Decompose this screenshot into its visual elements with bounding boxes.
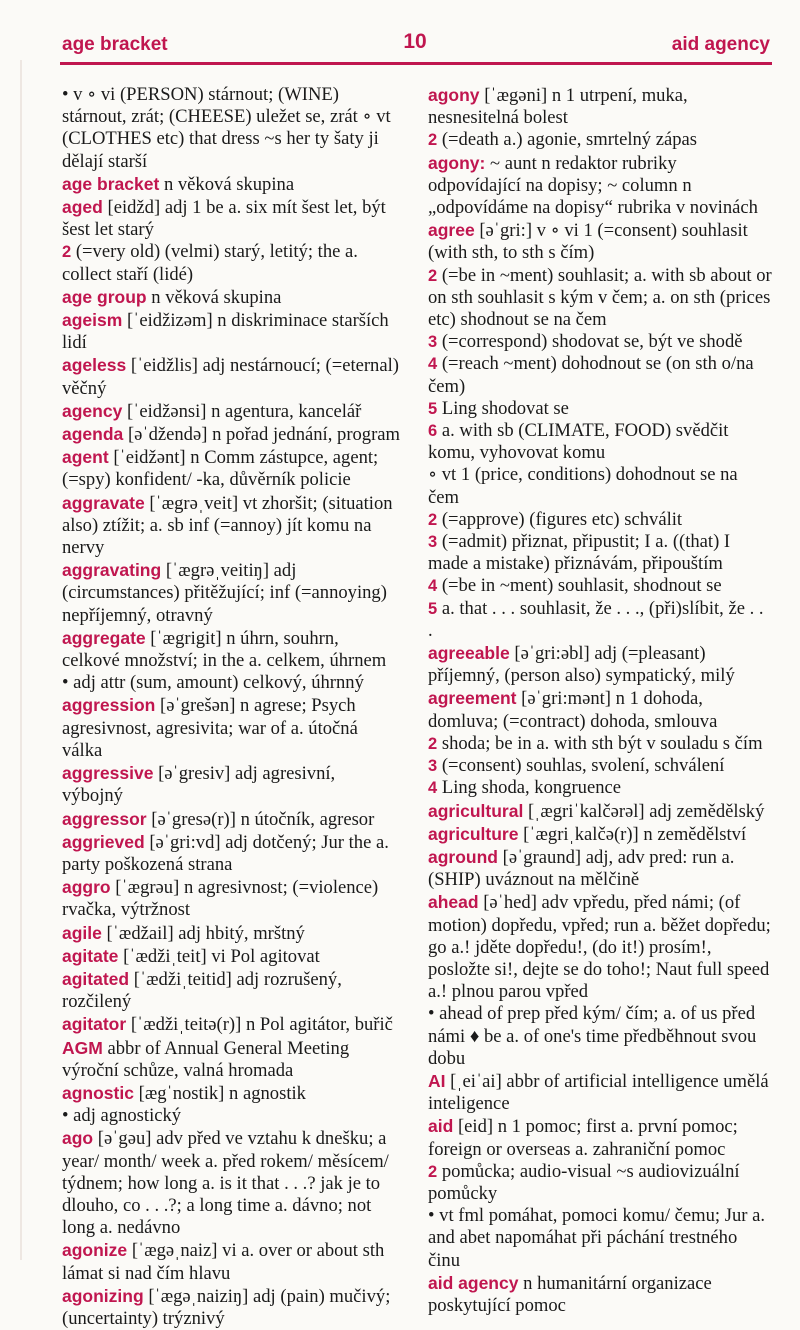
entry-definition: (=death a.) agonie, smrtelný zápas [441,129,698,151]
sense-number: 5 [428,399,438,418]
dictionary-entry [62,876,400,921]
entry-headword: aggression [62,695,156,716]
entry-definition: (=be in ~ment) souhlasit, shodnout se [441,575,722,597]
dictionary-entry [62,492,400,560]
entry-definition: [ægˈnostik] n agnostik [138,1082,306,1104]
entry-headword: agonize [62,1240,128,1261]
entry-definition: pomůcka; audio-visual ~s audiovizuální pomůcky [428,1160,740,1204]
dictionary-entry [428,1161,772,1205]
entry-definition: [ˈeidžlis] adj nestárnoucí; (=eternal) věčný [62,355,399,399]
dictionary-entry [62,808,400,831]
dictionary-entry [428,642,772,687]
entry-definition: a. that . . . souhlasit, že . . ., (při)slíbit, že . . . [428,597,764,641]
entry-headword: aggro [62,877,111,898]
entry-headword: aggravate [62,492,145,513]
dictionary-entry [428,531,772,575]
entry-definition: [ˌægriˈkalčərəl] adj zemědělský [527,800,765,822]
dictionary-entry [428,800,772,823]
page-fold-shadow [20,60,22,1260]
entry-definition: • v ∘ vi (PERSON) stárnout; (WINE) stárnout, zrát; (CHEESE) uležet se, zrát ∘ vt (CLOTHES etc) that dress ~s her ty šaty ji dělají starší [62,84,391,172]
entry-definition: [əˈgresiv] adj agresivní, výbojný [62,763,336,807]
entry-definition: • vt fml pomáhat, pomoci komu/ čemu; Jur a. and abet napomáhat při páchání trestného činu [428,1205,766,1271]
entry-definition: [əˈgraund] adj, adv pred: run a. (SHIP) uváznout na mělčině [428,846,735,891]
entry-definition: [ˈædžiˌteitid] adj rozrušený, rozčilený [62,968,342,1013]
dictionary-entry [62,286,400,309]
entry-definition: [ˈeidžənt] n Comm zástupce, agent; (=spy) konfident/ -ka, důvěrník policie [62,447,379,491]
entry-headword: agitated [62,968,130,989]
entry-headword: agenda [62,424,124,445]
entry-definition: [əˈgri:vd] adj dotčený; Jur the a. party poškozená strana [62,831,389,875]
entry-headword: agreeable [428,643,510,664]
dictionary-entry [428,1272,772,1317]
right-guide-word: aid agency [671,34,770,55]
entry-definition: ∘ vt 1 (price, conditions) dohodnout se na čem [428,464,738,508]
dictionary-entry [428,152,772,220]
entry-definition: [ˈægrəˌveitiŋ] adj (circumstances) přitěžující; inf (=annoying) nepříjemný, otravný [62,560,387,626]
entry-definition: • adj agnostický [62,1105,182,1127]
dictionary-entry [428,755,772,777]
entry-definition: [əˈdžendə] n pořad jednání, program [127,424,401,446]
entry-definition: [ˌeiˈai] abbr of artificial intelligence umělá inteligence [428,1070,769,1115]
sense-number: 2 [62,243,72,262]
dictionary-entry [62,762,400,807]
entry-definition: [ˈeidžizəm] n diskriminace starších lidí [62,310,389,354]
entry-definition: • ahead of prep před kým/ čím; a. of us před námi ♦ be a. of one's time předběhnout svou dobu [428,1003,757,1069]
entry-definition: (=consent) souhlas, svolení, schválení [441,755,725,777]
dictionary-entry [428,420,772,464]
dictionary-entry [428,823,772,846]
dictionary-entry [428,846,772,891]
entry-headword: ahead [428,892,479,913]
entry-definition: [ˈædžiˌteitə(r)] n Pol agitátor, buřič [130,1014,393,1036]
entry-headword: aid agency [428,1272,519,1293]
sense-number: 2 [428,1162,438,1181]
sense-number: 4 [428,779,438,798]
dictionary-entry [62,1037,400,1082]
dictionary-entry [62,400,400,423]
dictionary-entry [62,1013,400,1036]
dictionary-entry [62,241,400,285]
dictionary-entry [428,598,772,642]
dictionary-entry [428,84,772,129]
entry-headword: aggravating [62,560,162,581]
dictionary-entry [428,733,772,755]
entry-definition: • adj attr (sum, amount) celkový, úhrnný [62,672,364,694]
entry-definition: [ˈeidžənsi] n agentura, kancelář [126,400,362,422]
dictionary-entry [62,1127,400,1239]
entry-headword: AGM [62,1037,103,1058]
entry-headword: agitator [62,1014,127,1035]
entry-definition: shoda; be in a. with sth být v souladu s čím [441,732,763,754]
sense-number: 3 [428,333,438,352]
dictionary-entry [62,968,400,1013]
entry-definition: (=approve) (figures etc) schválit [441,508,683,530]
dictionary-entry [428,687,772,732]
header-rule [60,62,772,65]
dictionary-entry [62,831,400,876]
dictionary-entry [428,1003,772,1070]
dictionary-entry [428,1205,772,1272]
entry-definition: ~ aunt n redaktor rubriky odpovídající na dopisy; ~ column n „odpovídáme na dopisy“ rubrika v novinách [428,152,758,219]
dictionary-entry [62,945,400,968]
dictionary-entry [62,559,400,627]
entry-headword: aggregate [62,627,146,648]
dictionary-entry [62,694,400,762]
dictionary-entry [428,1070,772,1115]
entry-headword: agent [62,447,109,468]
entry-definition: n věková skupina [151,286,282,308]
entry-definition: [eidžd] adj 1 be a. six mít šest let, být šest let starý [62,197,386,241]
page-header [0,0,800,64]
dictionary-entry [62,922,400,945]
entry-headword: agitate [62,945,119,966]
sense-number: 3 [428,533,438,552]
entry-definition: Ling shoda, kongruence [441,777,622,799]
entry-headword: agonizing [62,1285,144,1306]
sense-number: 4 [428,355,438,374]
entry-definition: [ˈægrəu] n agresivnost; (=violence) rvačka, výtržnost [62,877,379,921]
dictionary-entry [62,354,400,399]
entry-headword: age group [62,286,147,307]
entry-headword: ageism [62,310,123,331]
entry-headword: agree [428,220,475,241]
sense-number: 3 [428,757,438,776]
entry-definition: [ˈægəˌnaiz] vi a. over or about sth lámat si nad čím hlavu [62,1240,385,1284]
dictionary-entry [62,84,400,173]
entry-headword: agony [428,85,480,105]
entry-headword: aggrieved [62,831,145,852]
entry-definition: Ling shodovat se [441,397,569,419]
entry-definition: [ˈædžail] adj hbitý, mrštný [106,922,305,944]
entry-definition: (=very old) (velmi) starý, letitý; the a. collect staří (lidé) [62,241,358,285]
dictionary-entry [428,1115,772,1160]
entry-definition: (=be in ~ment) souhlasit; a. with sb about or on sth souhlasit s kým v čem; a. on sth (prices etc) shodnout se na čem [428,264,772,331]
entry-definition: (=correspond) shodovat se, být ve shodě [441,331,743,353]
entry-definition: [ˈægrəˌveit] vt zhoršit; (situation also) ztížit; a. sb inf (=annoy) jít komu na nervy [62,492,393,559]
entry-definition: [əˈgri:əbl] adj (=pleasant) příjemný, (person also) sympatický, milý [428,643,735,687]
dictionary-entry [428,331,772,353]
entry-headword: aggressor [62,808,147,829]
entry-definition: [əˈgəu] adv před ve vztahu k dnešku; a year/ month/ week a. před rokem/ měsícem/ týdnem; how long a. is it that . . .? jak je to dlouho, co . . .?; a long time a. dávno; not long a. nedávno [62,1128,389,1239]
dictionary-entry [428,464,772,508]
sense-number: 2 [428,131,438,150]
dictionary-entry [62,423,400,446]
entry-headword: agricultural [428,800,524,821]
entry-definition: n humanitární organizace poskytující pomoc [428,1272,712,1316]
entry-headword: agony: [428,152,486,173]
entry-definition: a. with sb (CLIMATE, FOOD) svědčit komu, vyhovovat komu [428,420,729,464]
dictionary-entry [62,1239,400,1284]
dictionary-entry [62,173,400,196]
sense-number: 4 [428,577,438,596]
entry-headword: AI [428,1070,446,1091]
entry-definition: [ˈægriˌkalčə(r)] n zemědělství [523,823,747,845]
sense-number: 2 [428,266,438,285]
entry-headword: agile [62,922,102,943]
sense-number: 5 [428,599,438,618]
entry-definition: (=reach ~ment) dohodnout se (on sth o/na čem) [428,353,754,397]
entry-definition: [ˈægəni] n 1 utrpení, muka, nesnesitelná bolest [428,85,688,129]
right-column [428,84,772,1317]
sense-number: 2 [428,510,438,529]
entry-headword: aggressive [62,763,154,784]
dictionary-entry [62,309,400,354]
entry-headword: aged [62,197,103,218]
dictionary-entry [428,891,772,1003]
entry-headword: agency [62,400,123,421]
entry-definition: [eid] n 1 pomoc; first a. první pomoc; foreign or overseas a. zahraniční pomoc [428,1116,738,1160]
dictionary-entry [62,672,400,694]
dictionary-entry [428,353,772,397]
entry-definition: [əˈgri:mənt] n 1 dohoda, domluva; (=contract) dohoda, smlouva [428,688,718,732]
entry-definition: [ˈædžiˌteit] vi Pol agitovat [123,945,320,967]
dictionary-entry [428,777,772,799]
entry-definition: [ˈægrigit] n úhrn, souhrn, celkové množství; in the a. celkem, úhrnem [62,627,387,672]
entry-definition: (=admit) přiznat, připustit; I a. ((that) I made a mistake) přiznávám, připouštím [428,531,731,575]
dictionary-entry [62,1082,400,1105]
dictionary-entry [62,1285,400,1330]
dictionary-entry [62,196,400,241]
entry-headword: aid [428,1116,454,1137]
sense-number: 6 [428,422,438,441]
dictionary-entry [62,1105,400,1127]
dictionary-entry [428,219,772,264]
entry-definition: [əˈhed] adv vpředu, před námi; (of motion) dopředu, vpřed; run a. běžet dopředu; go a.! jděte dopředu!, (do it!) prosím!, posložte si!, dejte se do toho!; Naut full speed a.! plnou parou vpřed [428,892,771,1003]
dictionary-entry [428,575,772,597]
dictionary-entry [428,398,772,420]
entry-definition: abbr of Annual General Meeting výroční schůze, valná hromada [62,1037,350,1081]
entry-headword: age bracket [62,173,160,194]
entry-headword: ago [62,1128,94,1149]
dictionary-entry [428,509,772,531]
entry-definition: [əˈgresə(r)] n útočník, agresor [151,808,375,830]
left-guide-word: age bracket [62,34,168,55]
dictionary-entry [428,265,772,332]
entry-headword: agnostic [62,1082,134,1103]
entry-headword: agreement [428,688,517,709]
sense-number: 2 [428,734,438,753]
dictionary-entry [62,446,400,491]
entry-definition: [əˈgri:] v ∘ vi 1 (=consent) souhlasit (with sth, to sth s čím) [428,220,748,264]
left-column [62,84,400,1330]
page-number: 10 [403,30,427,53]
entry-definition: n věková skupina [163,173,295,195]
entry-definition: [ˈægəˌnaiziŋ] adj (pain) mučivý; (uncertainty) trýznivý [62,1285,391,1329]
dictionary-entry [62,627,400,672]
entry-definition: [əˈgrešən] n agrese; Psych agresivnost, agresivita; war of a. útočná válka [62,695,358,761]
entry-headword: agriculture [428,823,519,844]
dictionary-entry [428,129,772,151]
entry-headword: ageless [62,355,127,376]
entry-headword: aground [428,846,498,867]
